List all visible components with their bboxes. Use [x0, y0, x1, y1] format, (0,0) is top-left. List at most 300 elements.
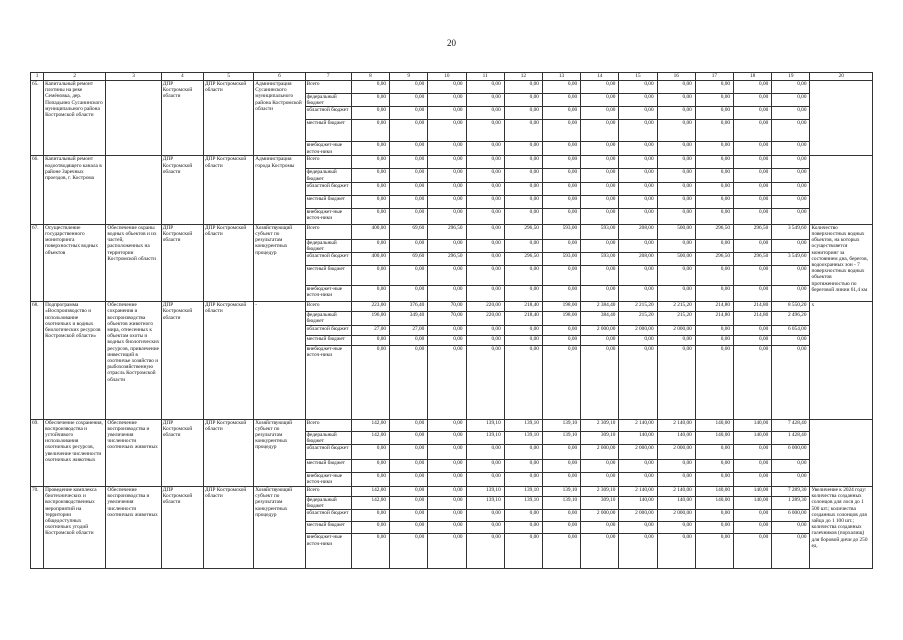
amount-cell: 6 000,00 [772, 510, 810, 522]
amount-cell: 139,10 [504, 419, 542, 431]
amount-cell: 0,00 [772, 460, 810, 473]
amount-cell: 139,10 [504, 487, 542, 497]
amount-cell: 2 000,00 [581, 325, 619, 335]
amount-cell: 0,00 [695, 120, 733, 142]
amount-cell: 593,00 [542, 253, 580, 266]
amount-cell: 0,00 [581, 182, 619, 195]
amount-cell: 2 140,00 [619, 487, 657, 497]
amount-cell: 2 309,10 [581, 487, 619, 497]
amount-cell: 0,00 [466, 460, 504, 473]
amount-cell: 198,00 [542, 302, 580, 312]
amount-cell: 7 428,40 [772, 419, 810, 431]
amount-cell: 0,00 [542, 169, 580, 182]
amount-cell: 0,00 [390, 445, 428, 460]
amount-cell: 0,00 [390, 266, 428, 286]
amount-cell: 70,00 [428, 302, 466, 312]
amount-cell: 139,10 [542, 431, 580, 444]
amount-cell: 0,00 [390, 169, 428, 182]
funding-source-cell: внебюджет-ные источ-ники [305, 142, 351, 156]
amount-cell: 0,00 [351, 522, 389, 534]
amount-cell: 0,00 [695, 182, 733, 195]
column-number: 1 [31, 73, 44, 81]
amount-cell: 0,00 [581, 107, 619, 120]
column-number: 13 [542, 73, 580, 81]
amount-cell: 0,00 [390, 522, 428, 534]
amount-cell: 0,00 [772, 142, 810, 156]
amount-cell: 0,00 [466, 445, 504, 460]
amount-cell: 142,00 [351, 497, 389, 510]
amount-cell: 0,00 [390, 487, 428, 497]
amount-cell: 0,00 [619, 107, 657, 120]
amount-cell: 0,00 [351, 345, 389, 419]
amount-cell: 0,00 [581, 195, 619, 208]
recipient-cell: Хозяйствующий субъект по результатам конкурентных процедур [254, 419, 305, 486]
amount-cell: 0,00 [351, 473, 389, 487]
amount-cell: 0,00 [619, 142, 657, 156]
amount-cell: 0,00 [695, 169, 733, 182]
amount-cell: 139,10 [466, 419, 504, 431]
amount-cell: 220,00 [466, 312, 504, 325]
amount-cell: 0,00 [466, 94, 504, 107]
amount-cell: 0,00 [657, 142, 695, 156]
amount-cell: 0,00 [542, 81, 580, 94]
row-number-cell: 70. [31, 487, 44, 569]
event-name-cell: Проведение комплекса биотехнических и воспроизводственных мероприятий на территории общедоступных охотничьих угодий Костромской области [44, 487, 106, 569]
amount-cell: 0,00 [466, 107, 504, 120]
amount-cell: 0,00 [734, 522, 772, 534]
amount-cell: 0,00 [657, 120, 695, 142]
amount-cell: 139,10 [542, 487, 580, 497]
amount-cell: 0,00 [428, 81, 466, 94]
amount-cell: 140,00 [619, 431, 657, 444]
amount-cell: 0,00 [542, 522, 580, 534]
amount-cell: 0,00 [542, 325, 580, 335]
amount-cell: 309,10 [581, 431, 619, 444]
amount-cell: 0,00 [581, 142, 619, 156]
amount-cell: 0,00 [772, 169, 810, 182]
recipient-cell: Хозяйствующий субъект по результатам конкурентных процедур [254, 487, 305, 569]
amount-cell: 0,00 [504, 325, 542, 335]
amount-cell: 0,00 [390, 156, 428, 169]
funding-source-cell: областной бюджет [305, 182, 351, 195]
amount-cell: 0,00 [734, 286, 772, 302]
goal-cell [106, 81, 161, 156]
amount-cell: 0,00 [390, 460, 428, 473]
amount-cell: 0,00 [619, 182, 657, 195]
amount-cell: 0,00 [351, 286, 389, 302]
amount-cell: 0,00 [351, 266, 389, 286]
amount-cell: 0,00 [466, 534, 504, 569]
column-number: 16 [657, 73, 695, 81]
amount-cell: 0,00 [390, 120, 428, 142]
amount-cell: 220,00 [466, 302, 504, 312]
amount-cell: 0,00 [466, 473, 504, 487]
amount-cell: 0,00 [734, 510, 772, 522]
amount-cell: 196,00 [351, 312, 389, 325]
amount-cell: 0,00 [351, 335, 389, 345]
funding-source-cell: внебюджет-ные источ-ники [305, 345, 351, 419]
amount-cell: 140,00 [695, 419, 733, 431]
amount-cell: 0,00 [466, 195, 504, 208]
column-number: 7 [305, 73, 351, 81]
amount-cell: 0,00 [695, 239, 733, 252]
column-number: 6 [254, 73, 305, 81]
amount-cell: 0,00 [772, 156, 810, 169]
amount-cell: 0,00 [695, 534, 733, 569]
amount-cell: 0,00 [695, 81, 733, 94]
amount-cell: 27,00 [351, 325, 389, 335]
amount-cell: 0,00 [390, 345, 428, 419]
amount-cell: 309,10 [581, 497, 619, 510]
amount-cell: 0,00 [428, 487, 466, 497]
amount-cell: 0,00 [734, 266, 772, 286]
amount-cell: 0,00 [504, 94, 542, 107]
amount-cell: 0,00 [351, 208, 389, 224]
amount-cell: 0,00 [428, 286, 466, 302]
amount-cell: 214,80 [695, 312, 733, 325]
amount-cell: 1 428,40 [772, 431, 810, 444]
amount-cell: 0,00 [657, 107, 695, 120]
amount-cell: 0,00 [542, 534, 580, 569]
amount-cell: 0,00 [504, 142, 542, 156]
amount-cell: 0,00 [351, 534, 389, 569]
amount-cell: 0,00 [734, 94, 772, 107]
row-number-cell: 69. [31, 419, 44, 486]
amount-cell: 7 289,30 [772, 487, 810, 497]
goal-cell [106, 156, 161, 224]
amount-cell: 142,00 [351, 487, 389, 497]
funding-source-cell: областной бюджет [305, 445, 351, 460]
amount-cell: 0,00 [542, 445, 580, 460]
funding-source-cell: местный бюджет [305, 460, 351, 473]
amount-cell: 0,00 [428, 325, 466, 335]
amount-cell: 0,00 [428, 345, 466, 419]
funding-source-cell: Всего [305, 81, 351, 94]
funding-source-cell: местный бюджет [305, 266, 351, 286]
amount-cell: 0,00 [734, 156, 772, 169]
funding-source-cell: местный бюджет [305, 120, 351, 142]
amount-cell: 0,00 [466, 208, 504, 224]
amount-cell: 0,00 [466, 510, 504, 522]
result-cell: Увеличение к 2024 году: количества созданных солонцов для лося до 1 500 шт.; количества созданных солонцов для зайца до 1 100 шт.; количества созданных галечников (порхалищ) для боровой дичи до 250 ед. [810, 487, 873, 569]
amount-cell: 214,80 [734, 312, 772, 325]
amount-cell: 69,60 [390, 253, 428, 266]
amount-cell: 0,00 [619, 266, 657, 286]
amount-cell: 0,00 [466, 156, 504, 169]
amount-cell: 0,00 [772, 195, 810, 208]
amount-cell: 0,00 [428, 460, 466, 473]
amount-cell: 0,00 [390, 286, 428, 302]
executor-cell: ДПР Костромской области [161, 419, 203, 486]
column-number: 20 [810, 73, 873, 81]
amount-cell: 296,50 [504, 253, 542, 266]
amount-cell: 139,10 [466, 497, 504, 510]
column-number: 2 [44, 73, 106, 81]
amount-cell: 0,00 [734, 345, 772, 419]
amount-cell: 0,00 [581, 335, 619, 345]
amount-cell: 0,00 [657, 286, 695, 302]
amount-cell: 0,00 [428, 195, 466, 208]
amount-cell: 0,00 [466, 253, 504, 266]
goal-cell: Обеспечение сохранения и воспроизводства объектов животного мира, отнесенных к объектам охоты и водных биологических ресурсов, привлечение инвестиций в охотничье хозяйство и рыбохозяйственную отрасль Костромской области [106, 302, 161, 419]
amount-cell: 0,00 [581, 120, 619, 142]
amount-cell: 0,00 [504, 473, 542, 487]
amount-cell: 140,00 [734, 431, 772, 444]
event-name-cell: Осуществление государственного мониторинга поверхностных водных объектов [44, 224, 106, 301]
amount-cell: 0,00 [657, 473, 695, 487]
funding-source-cell: Всего [305, 487, 351, 497]
column-number: 11 [466, 73, 504, 81]
amount-cell: 0,00 [657, 345, 695, 419]
amount-cell: 0,00 [466, 286, 504, 302]
amount-cell: 218,40 [504, 312, 542, 325]
amount-cell: 0,00 [466, 335, 504, 345]
amount-cell: 208,00 [619, 224, 657, 239]
amount-cell: 0,00 [351, 510, 389, 522]
amount-cell: 0,00 [619, 94, 657, 107]
amount-cell: 140,00 [695, 487, 733, 497]
amount-cell: 0,00 [619, 534, 657, 569]
event-name-cell: Капитальный ремонт водоотводящего канала в районе Заречных проездов, г. Кострома [44, 156, 106, 224]
amount-cell: 0,00 [734, 182, 772, 195]
amount-cell: 0,00 [734, 208, 772, 224]
amount-cell: 0,00 [466, 182, 504, 195]
amount-cell: 0,00 [695, 445, 733, 460]
amount-cell: 27,00 [390, 325, 428, 335]
amount-cell: 0,00 [619, 522, 657, 534]
amount-cell: 2 000,00 [657, 325, 695, 335]
amount-cell: 0,00 [542, 182, 580, 195]
amount-cell: 0,00 [734, 534, 772, 569]
amount-cell: 0,00 [695, 335, 733, 345]
amount-cell: 0,00 [466, 325, 504, 335]
amount-cell: 296,50 [695, 224, 733, 239]
amount-cell: 0,00 [734, 120, 772, 142]
amount-cell: 0,00 [504, 345, 542, 419]
amount-cell: 593,00 [581, 253, 619, 266]
amount-cell: 593,00 [581, 224, 619, 239]
amount-cell: 215,20 [657, 312, 695, 325]
amount-cell: 2 140,00 [657, 487, 695, 497]
amount-cell: 8 550,20 [772, 302, 810, 312]
amount-cell: 0,00 [619, 169, 657, 182]
coexecutor-cell: ДПР Костромской области [204, 302, 254, 419]
amount-cell: 0,00 [734, 239, 772, 252]
amount-cell: 0,00 [772, 473, 810, 487]
amount-cell: 0,00 [390, 208, 428, 224]
amount-cell: 0,00 [504, 208, 542, 224]
coexecutor-cell: ДПР Костромской области [204, 487, 254, 569]
row-number-cell: 68. [31, 302, 44, 419]
funding-source-cell: областной бюджет [305, 107, 351, 120]
amount-cell: 0,00 [619, 156, 657, 169]
executor-cell: ДПР Костромской области [161, 302, 203, 419]
amount-cell: 0,00 [695, 266, 733, 286]
funding-source-cell: областной бюджет [305, 510, 351, 522]
amount-cell: 0,00 [619, 208, 657, 224]
amount-cell: 0,00 [466, 169, 504, 182]
event-name-cell: Обеспечение сохранения, воспроизводства и устойчивого использования охотничьих ресурсов, увеличение численности охотничьих животных [44, 419, 106, 486]
amount-cell: 2 000,00 [657, 445, 695, 460]
header-row [31, 73, 873, 81]
amount-cell: 0,00 [657, 239, 695, 252]
funding-source-cell: федеральный бюджет [305, 239, 351, 252]
table-row [31, 81, 873, 94]
column-number: 10 [428, 73, 466, 81]
amount-cell: 223,00 [351, 302, 389, 312]
amount-cell: 0,00 [734, 107, 772, 120]
amount-cell: 2 140,00 [657, 419, 695, 431]
amount-cell: 0,00 [581, 345, 619, 419]
amount-cell: 500,00 [657, 224, 695, 239]
amount-cell: 0,00 [695, 510, 733, 522]
table-row [31, 156, 873, 169]
amount-cell: 296,50 [504, 224, 542, 239]
column-number: 8 [351, 73, 389, 81]
amount-cell: 0,00 [351, 120, 389, 142]
amount-cell: 0,00 [466, 224, 504, 239]
amount-cell: 0,00 [542, 142, 580, 156]
amount-cell: 0,00 [772, 81, 810, 94]
amount-cell: 296,50 [428, 253, 466, 266]
amount-cell: 0,00 [695, 156, 733, 169]
amount-cell: 0,00 [428, 522, 466, 534]
amount-cell: 0,00 [504, 534, 542, 569]
page-number: 20 [447, 38, 456, 48]
amount-cell: 0,00 [390, 510, 428, 522]
amount-cell: 0,00 [351, 81, 389, 94]
amount-cell: 0,00 [504, 107, 542, 120]
amount-cell: 0,00 [542, 239, 580, 252]
amount-cell: 0,00 [734, 335, 772, 345]
amount-cell: 0,00 [772, 94, 810, 107]
amount-cell: 0,00 [428, 107, 466, 120]
amount-cell: 0,00 [390, 335, 428, 345]
amount-cell: 208,00 [619, 253, 657, 266]
funding-source-cell: федеральный бюджет [305, 169, 351, 182]
amount-cell: 0,00 [390, 107, 428, 120]
result-cell [810, 419, 873, 486]
amount-cell: 0,00 [695, 473, 733, 487]
amount-cell: 0,00 [428, 120, 466, 142]
amount-cell: 0,00 [428, 510, 466, 522]
recipient-cell: Администрация Сусанинского муниципального района Костромской области [254, 81, 305, 156]
amount-cell: 2 215,20 [619, 302, 657, 312]
funding-source-cell: Всего [305, 224, 351, 239]
amount-cell: 0,00 [619, 460, 657, 473]
amount-cell: 0,00 [351, 142, 389, 156]
amount-cell: 400,00 [351, 253, 389, 266]
amount-cell: 3 549,60 [772, 253, 810, 266]
amount-cell: 0,00 [657, 182, 695, 195]
amount-cell: 2 000,00 [581, 510, 619, 522]
amount-cell: 0,00 [542, 195, 580, 208]
amount-cell: 0,00 [734, 81, 772, 94]
amount-cell: 0,00 [734, 195, 772, 208]
amount-cell: 0,00 [581, 169, 619, 182]
amount-cell: 376,40 [390, 302, 428, 312]
amount-cell: 0,00 [390, 94, 428, 107]
amount-cell: 0,00 [657, 195, 695, 208]
amount-cell: 0,00 [390, 142, 428, 156]
amount-cell: 296,50 [695, 253, 733, 266]
amount-cell: 296,50 [428, 224, 466, 239]
executor-cell: ДПР Костромской области [161, 156, 203, 224]
amount-cell: 0,00 [581, 460, 619, 473]
amount-cell: 214,80 [734, 302, 772, 312]
coexecutor-cell: ДПР Костромской области [204, 419, 254, 486]
amount-cell: 140,00 [734, 487, 772, 497]
recipient-cell: Хозяйствующий субъект по результатам конкурентных процедур [254, 224, 305, 301]
event-name-cell: Подпрограмма «Воспроизводство и использование охотничьих и водных биологических ресурсов Костромской области» [44, 302, 106, 419]
amount-cell: 0,00 [466, 522, 504, 534]
amount-cell: 0,00 [466, 120, 504, 142]
amount-cell: 0,00 [390, 473, 428, 487]
amount-cell: 0,00 [542, 510, 580, 522]
amount-cell: 140,00 [734, 497, 772, 510]
column-number: 19 [772, 73, 810, 81]
amount-cell: 500,00 [657, 253, 695, 266]
amount-cell: 140,00 [734, 419, 772, 431]
amount-cell: 139,10 [504, 431, 542, 444]
funding-source-cell: Всего [305, 302, 351, 312]
column-number: 15 [619, 73, 657, 81]
funding-source-cell: областной бюджет [305, 253, 351, 266]
amount-cell: 218,40 [504, 302, 542, 312]
amount-cell: 0,00 [581, 266, 619, 286]
amount-cell: 0,00 [351, 195, 389, 208]
funding-source-cell: Всего [305, 419, 351, 431]
amount-cell: 140,00 [657, 431, 695, 444]
amount-cell: 0,00 [542, 286, 580, 302]
column-number: 4 [161, 73, 203, 81]
event-name-cell: Капитальный ремонт плотины на реке Семёновка, дер. Попадьино Сусанинского муниципального района Костромской области [44, 81, 106, 156]
amount-cell: 0,00 [657, 335, 695, 345]
amount-cell: 0,00 [542, 94, 580, 107]
amount-cell: 0,00 [657, 156, 695, 169]
amount-cell: 0,00 [619, 335, 657, 345]
amount-cell: 0,00 [428, 335, 466, 345]
amount-cell: 0,00 [695, 460, 733, 473]
amount-cell: 0,00 [772, 239, 810, 252]
amount-cell: 0,00 [695, 208, 733, 224]
amount-cell: 139,10 [466, 431, 504, 444]
amount-cell: 0,00 [581, 208, 619, 224]
amount-cell: 0,00 [695, 345, 733, 419]
table-row [31, 302, 873, 312]
amount-cell: 0,00 [428, 94, 466, 107]
amount-cell: 0,00 [772, 345, 810, 419]
amount-cell: 69,60 [390, 224, 428, 239]
amount-cell: 140,00 [657, 497, 695, 510]
amount-cell: 0,00 [466, 239, 504, 252]
goal-cell: Обеспечение воспроизводства и увеличения численности охотничьих животных [106, 419, 161, 486]
amount-cell: 0,00 [466, 142, 504, 156]
amount-cell: 0,00 [504, 81, 542, 94]
amount-cell: 0,00 [619, 239, 657, 252]
coexecutor-cell: ДПР Костромской области [204, 224, 254, 301]
amount-cell: 2 309,10 [581, 419, 619, 431]
amount-cell: 0,00 [542, 473, 580, 487]
funding-source-cell: местный бюджет [305, 195, 351, 208]
amount-cell: 3 549,60 [772, 224, 810, 239]
amount-cell: 0,00 [504, 266, 542, 286]
amount-cell: 0,00 [351, 182, 389, 195]
amount-cell: 0,00 [695, 286, 733, 302]
table-row [31, 419, 873, 431]
amount-cell: 0,00 [772, 522, 810, 534]
funding-source-cell: местный бюджет [305, 522, 351, 534]
